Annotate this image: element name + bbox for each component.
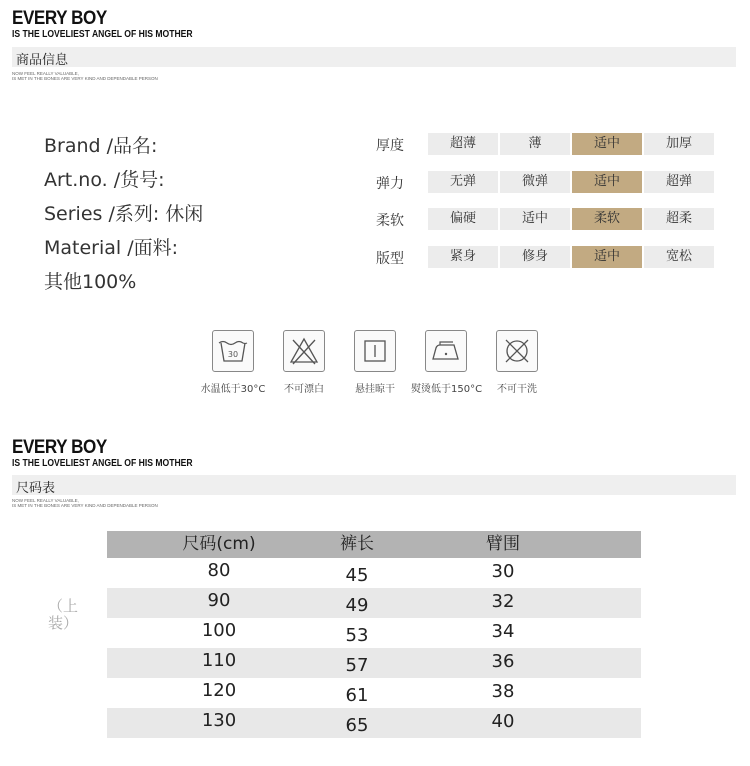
care-wash-30 bbox=[198, 330, 268, 395]
care-hang-dry bbox=[340, 330, 410, 395]
table-cell: 32 bbox=[491, 591, 515, 612]
section-bar-size-chart bbox=[12, 475, 736, 495]
fine-print bbox=[12, 498, 158, 508]
scale-row bbox=[376, 133, 736, 155]
brand-tagline: IS THE LOVELIEST ANGEL OF HIS MOTHER bbox=[12, 29, 193, 40]
scale-option: 超弹 bbox=[644, 171, 714, 193]
scale-option: 超柔 bbox=[644, 208, 714, 230]
info-brand: Brand /品名: bbox=[44, 135, 158, 157]
brand-header-top bbox=[12, 9, 222, 41]
care-label: 水温低于30°C bbox=[200, 384, 266, 395]
no-bleach-icon bbox=[283, 330, 325, 372]
section-title: 尺码表 bbox=[16, 481, 56, 496]
table-cell: 49 bbox=[345, 595, 369, 616]
table-cell: 53 bbox=[345, 625, 369, 646]
table-row bbox=[107, 678, 641, 708]
fine-print-line: IS MET IN THE BONES ARE VERY KIND AND DEPENDABLE PERSON bbox=[12, 503, 158, 508]
scale-label: 柔软 bbox=[376, 213, 404, 229]
section-bar-product-info bbox=[12, 47, 736, 67]
table-row bbox=[107, 708, 641, 738]
scale-option-selected: 适中 bbox=[572, 133, 642, 155]
size-table-side-label: （上装） bbox=[48, 597, 79, 632]
scale-option: 超薄 bbox=[428, 133, 498, 155]
table-cell: 90 bbox=[207, 590, 231, 611]
section-title: 商品信息 bbox=[16, 53, 69, 68]
scale-row bbox=[376, 246, 736, 268]
iron-low-icon bbox=[425, 330, 467, 372]
brand-title: EVERY BOY bbox=[12, 437, 107, 458]
scale-row bbox=[376, 171, 736, 193]
wash-temp: 30 bbox=[227, 350, 239, 359]
care-label: 悬挂晾干 bbox=[355, 384, 395, 395]
table-row bbox=[107, 558, 641, 588]
fine-print-line: NOW FEEL REALLY VALUABLE, bbox=[12, 71, 79, 76]
table-row bbox=[107, 648, 641, 678]
table-cell: 100 bbox=[201, 620, 237, 641]
header-cell-length: 裤长 bbox=[340, 534, 374, 554]
fine-print-line: IS MET IN THE BONES ARE VERY KIND AND DEPENDABLE PERSON bbox=[12, 76, 158, 81]
scale-label: 弹力 bbox=[376, 176, 404, 192]
table-row bbox=[107, 618, 641, 648]
scale-option: 适中 bbox=[500, 208, 570, 230]
scale-option-selected: 柔软 bbox=[572, 208, 642, 230]
care-label: 熨烫低于150°C bbox=[411, 384, 483, 395]
size-table-header bbox=[107, 531, 641, 558]
table-cell: 45 bbox=[345, 565, 369, 586]
table-cell: 40 bbox=[491, 711, 515, 732]
scale-row bbox=[376, 208, 736, 230]
header-cell-size: 尺码(cm) bbox=[182, 534, 256, 554]
table-cell: 110 bbox=[201, 650, 237, 671]
scale-option: 紧身 bbox=[428, 246, 498, 268]
care-no-bleach bbox=[269, 330, 339, 395]
table-cell: 34 bbox=[491, 621, 515, 642]
info-material: Material /面料: bbox=[44, 237, 179, 259]
scale-option: 薄 bbox=[500, 133, 570, 155]
table-cell: 80 bbox=[207, 560, 231, 581]
table-cell: 65 bbox=[345, 715, 369, 736]
table-cell: 57 bbox=[345, 655, 369, 676]
scale-option: 微弹 bbox=[500, 171, 570, 193]
fine-print-line: NOW FEEL REALLY VALUABLE, bbox=[12, 498, 79, 503]
scale-label: 版型 bbox=[376, 251, 404, 267]
fine-print bbox=[12, 71, 158, 81]
info-series: Series /系列: 休闲 bbox=[44, 203, 204, 225]
wash-30-icon bbox=[212, 330, 254, 372]
info-artno: Art.no. /货号: bbox=[44, 169, 165, 191]
product-info bbox=[44, 129, 203, 299]
table-cell: 120 bbox=[201, 680, 237, 701]
scale-option-selected: 适中 bbox=[572, 246, 642, 268]
brand-tagline: IS THE LOVELIEST ANGEL OF HIS MOTHER bbox=[12, 458, 193, 469]
table-cell: 38 bbox=[491, 681, 515, 702]
table-cell: 36 bbox=[491, 651, 515, 672]
care-label: 不可干洗 bbox=[497, 384, 537, 395]
table-row bbox=[107, 588, 641, 618]
scale-option: 偏硬 bbox=[428, 208, 498, 230]
scale-option: 加厚 bbox=[644, 133, 714, 155]
table-cell: 30 bbox=[491, 561, 515, 582]
scale-label: 厚度 bbox=[376, 138, 404, 154]
size-table bbox=[107, 531, 641, 738]
brand-header-bottom bbox=[12, 438, 222, 470]
no-dry-clean-icon bbox=[496, 330, 538, 372]
care-no-dry-clean bbox=[482, 330, 552, 395]
info-material-value: 其他100% bbox=[44, 271, 137, 293]
care-iron-low bbox=[411, 330, 481, 395]
hang-dry-icon bbox=[354, 330, 396, 372]
scale-option: 宽松 bbox=[644, 246, 714, 268]
scale-option: 修身 bbox=[500, 246, 570, 268]
header-cell-arm: 臂围 bbox=[486, 534, 520, 554]
scale-option-selected: 适中 bbox=[572, 171, 642, 193]
brand-title: EVERY BOY bbox=[12, 8, 107, 29]
scale-option: 无弹 bbox=[428, 171, 498, 193]
table-cell: 61 bbox=[345, 685, 369, 706]
table-cell: 130 bbox=[201, 710, 237, 731]
care-label: 不可漂白 bbox=[284, 384, 324, 395]
